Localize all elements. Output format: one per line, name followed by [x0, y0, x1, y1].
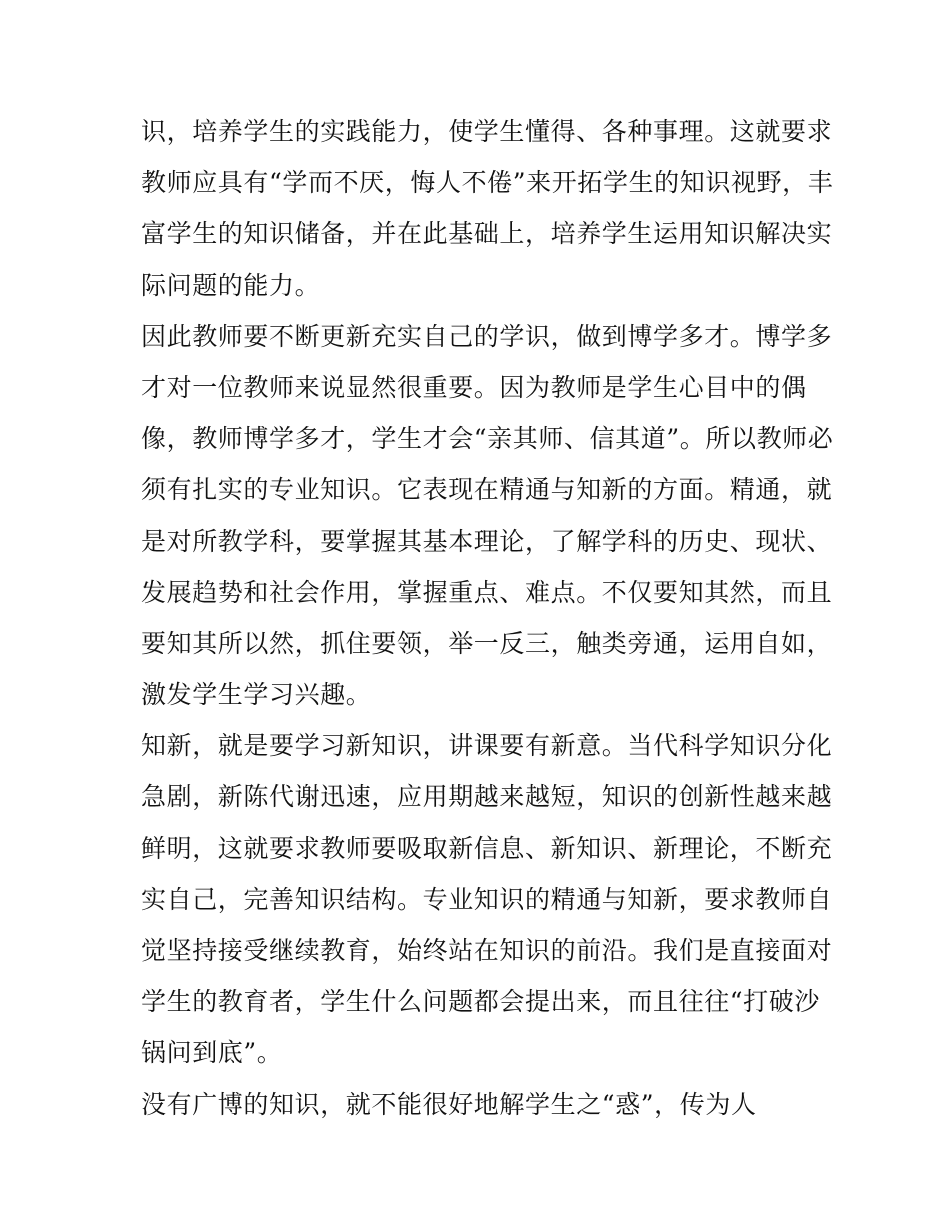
- text-line: 才对一位教师来说显然很重要。因为教师是学生心目中的偶: [141, 372, 807, 402]
- text-line: 学生的教育者，学生什么问题都会提出来，而且往往“打破沙: [141, 987, 820, 1017]
- text-line: 没有广博的知识，就不能很好地解学生之“惑”，传为人: [141, 1089, 757, 1119]
- body-text: [141, 106, 834, 1130]
- text-line: 知新，就是要学习新知识，讲课要有新意。当代科学知识分化: [141, 731, 833, 761]
- text-line: 富学生的知识储备，并在此基础上，培养学生运用知识解决实: [141, 219, 833, 249]
- text-line: 觉坚持接受继续教育，始终站在知识的前沿。我们是直接面对: [141, 936, 833, 965]
- text-line: 鲜明，这就要求教师要吸取新信息、新知识、新理论，不断充: [141, 833, 833, 863]
- text-line: 实自己，完善知识结构。专业知识的精通与知新，要求教师自: [141, 884, 833, 914]
- text-line: 识，培养学生的实践能力，使学生懂得、各种事理。这就要求: [141, 117, 833, 146]
- text-line: 像，教师博学多才，学生才会“亲其师、信其道”。所以教师必: [141, 424, 834, 454]
- text-line: 发展趋势和社会作用，掌握重点、难点。不仅要知其然，而且: [141, 577, 833, 607]
- text-line: 因此教师要不断更新充实自己的学识，做到博学多才。博学多: [141, 321, 833, 351]
- text-line: 是对所教学科，要掌握其基本理论，了解学科的历史、现状、: [141, 526, 833, 556]
- text-line: 须有扎实的专业知识。它表现在精通与知新的方面。精通，就: [141, 475, 833, 505]
- text-line: 激发学生学习兴趣。: [141, 680, 372, 710]
- text-line: 急剧，新陈代谢迅速，应用期越来越短，知识的创新性越来越: [141, 782, 833, 812]
- text-line: 要知其所以然，抓住要领，举一反三，触类旁通，运用自如，: [141, 628, 833, 658]
- text-line: 教师应具有“学而不厌，悔人不倦”来开拓学生的知识视野，丰: [141, 168, 834, 198]
- text-line: 锅问到底”。: [141, 1038, 283, 1068]
- text-line: 际问题的能力。: [141, 270, 321, 300]
